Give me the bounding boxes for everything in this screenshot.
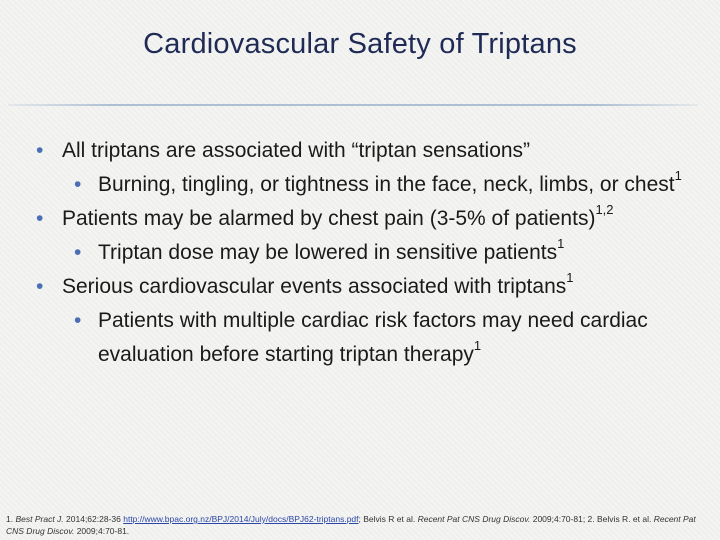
bullet-text: Patients may be alarmed by chest pain (3-5% of patients) — [62, 207, 596, 230]
title-divider — [8, 104, 698, 106]
ref-journal: Recent Pat CNS Drug Discov. — [417, 514, 531, 524]
citation-sup: 1 — [566, 270, 574, 285]
bullet-dot-icon: • — [74, 173, 82, 196]
bullet-level2 — [0, 236, 700, 270]
bullet-level1 — [0, 134, 700, 168]
bullet-dot-icon: • — [74, 309, 82, 332]
ref-author: Belvis R. et al. — [597, 514, 652, 524]
citation-sup: 1 — [473, 338, 482, 353]
citation-sup: 1 — [674, 168, 682, 183]
ref-citation: 2014;62:28-36 — [66, 514, 121, 524]
citation-sup: 1 — [557, 236, 565, 251]
bullet-list — [0, 134, 720, 372]
bullet-text: Triptan dose may be lowered in sensitive patients — [98, 241, 558, 264]
bullet-dot-icon: • — [74, 241, 82, 264]
bullet-level1 — [0, 270, 700, 304]
bullet-level2 — [0, 304, 700, 372]
bullet-dot-icon: • — [36, 207, 44, 230]
references — [6, 513, 706, 537]
bullet-text: Patients with multiple cardiac risk factors may need cardiac evaluation before starting triptan therapy — [98, 309, 648, 366]
bullet-dot-icon: • — [36, 139, 44, 162]
bullet-level2 — [0, 168, 700, 202]
bullet-text: Burning, tingling, or tightness in the face, neck, limbs, or chest — [98, 173, 675, 196]
ref-citation: 2009;4:70-81; 2. — [532, 514, 595, 524]
ref-number: 1. — [6, 514, 14, 524]
ref-citation: 2009;4:70-81. — [76, 526, 130, 536]
slide-title: Cardiovascular Safety of Triptans — [143, 28, 577, 60]
ref-link[interactable]: http://www.bpac.org.nz/BPJ/2014/July/docs/BPJ62-triptans.pdf — [123, 514, 359, 524]
bullet-dot-icon: • — [36, 275, 44, 298]
citation-sup: 1,2 — [595, 202, 614, 217]
ref-separator: ; Belvis R et al. — [358, 514, 416, 524]
bullet-text: All triptans are associated with “triptan sensations” — [62, 139, 531, 162]
bullet-text: Serious cardiovascular events associated with triptans — [62, 275, 567, 298]
bullet-level1 — [0, 202, 700, 236]
ref-journal: Best Pract J. — [15, 514, 64, 524]
ref-journal: Recent Pat CNS Drug Discov. — [6, 514, 696, 536]
